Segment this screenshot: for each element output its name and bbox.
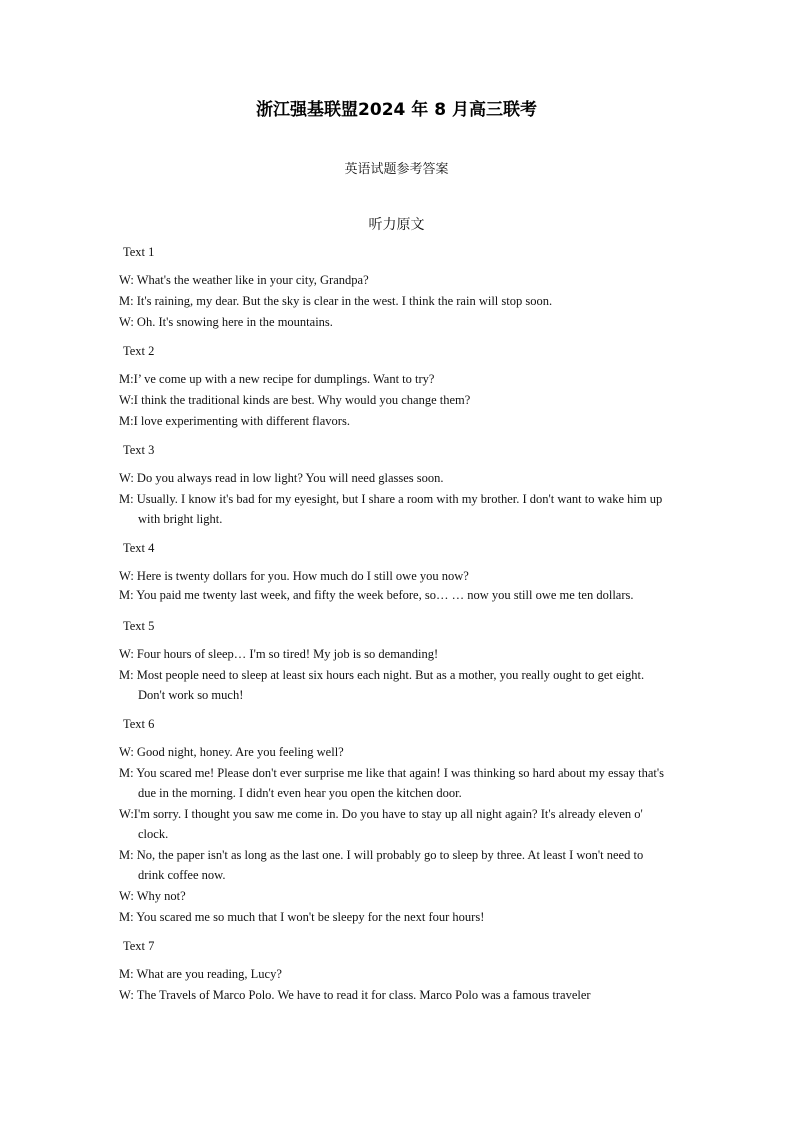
dialogue-line: M: Usually. I know it's bad for my eyesight, but I share a room with my brother. I don't want to wake him up with bright light.: [119, 492, 663, 526]
text-label: Text 5: [123, 619, 155, 633]
dialogue-line: M: You scared me so much that I won't be sleepy for the next four hours!: [119, 910, 485, 924]
text-label: Text 3: [123, 443, 155, 457]
dialogue-line: M: You scared me! Please don't ever surprise me like that again! I was thinking so hard about my essay that's due in the morning. I didn't even hear you open the kitchen door.: [119, 766, 665, 800]
text-label: Text 1: [123, 245, 155, 259]
dialogue-line: W: Why not?: [119, 889, 186, 903]
dialogue-line: W: Oh. It's snowing here in the mountains.: [119, 315, 333, 329]
dialogue-line: W: The Travels of Marco Polo. We have to read it for class. Marco Polo was a famous traveler: [119, 988, 591, 1002]
section-heading: 听力原文: [368, 217, 425, 233]
page-title: 浙江强基联盟2024 年 8 月高三联考: [256, 100, 537, 120]
dialogue-line: W: Good night, honey. Are you feeling well?: [119, 745, 344, 759]
dialogue-line: M: What are you reading, Lucy?: [119, 967, 282, 981]
dialogue-line: M:I love experimenting with different flavors.: [119, 414, 350, 428]
page-subtitle: 英语试题参考答案: [344, 162, 449, 177]
dialogue-line: W:I'm sorry. I thought you saw me come in. Do you have to stay up all night again? It's already eleven o' clock.: [119, 807, 643, 841]
dialogue-line: W: Do you always read in low light? You will need glasses soon.: [119, 471, 444, 485]
transcript-body: [119, 242, 671, 1006]
dialogue-line: M: Most people need to sleep at least six hours each night. But as a mother, you really ought to get eight. Don't work so much!: [119, 668, 645, 702]
dialogue-line: W: What's the weather like in your city, Grandpa?: [119, 273, 369, 287]
text-label: Text 4: [123, 541, 155, 555]
text-label: Text 6: [123, 717, 155, 731]
dialogue-line: W:I think the traditional kinds are best. Why would you change them?: [119, 393, 471, 407]
dialogue-line: M: No, the paper isn't as long as the last one. I will probably go to sleep by three. At least I won't need to drink coffee now.: [119, 848, 644, 882]
text-label: Text 2: [123, 344, 155, 358]
dialogue-line: W: Here is twenty dollars for you. How much do I still owe you now?: [119, 569, 469, 583]
dialogue-line: W: Four hours of sleep… I'm so tired! My job is so demanding!: [119, 647, 439, 661]
text-label: Text 7: [123, 939, 155, 953]
dialogue-line: M: You paid me twenty last week, and fifty the week before, so… … now you still owe me ten dollars.: [119, 588, 634, 602]
dialogue-line: M:I’ ve come up with a new recipe for dumplings. Want to try?: [119, 372, 435, 386]
dialogue-line: M: It's raining, my dear. But the sky is clear in the west. I think the rain will stop soon.: [119, 294, 553, 308]
